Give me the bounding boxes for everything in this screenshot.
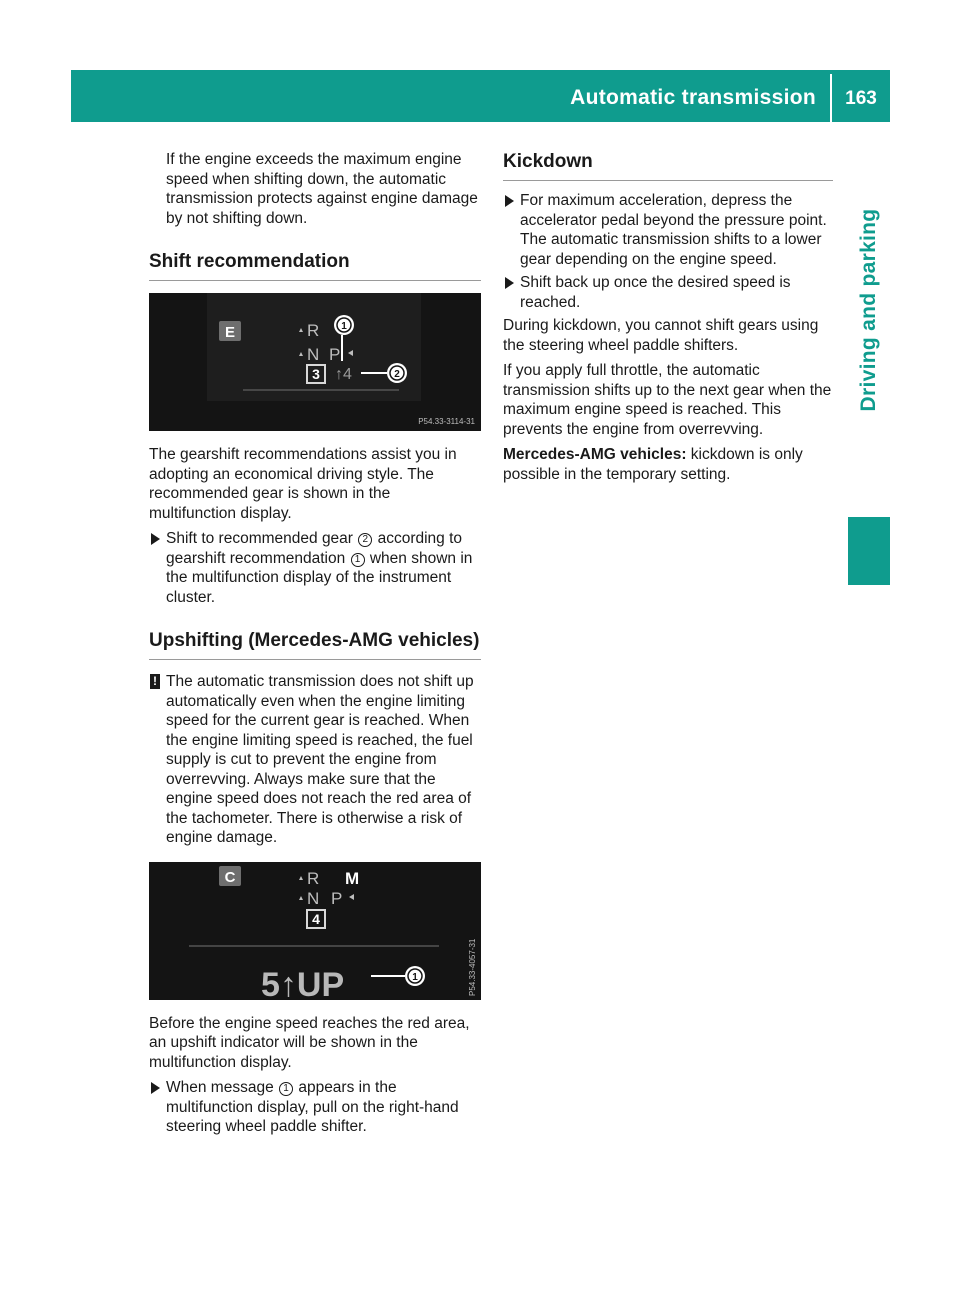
shift-paragraph: The gearshift recommendations assist you in adopting an economical driving style. The recommended gear is shown in the multifunction display. xyxy=(149,446,457,522)
current-gear: 3 xyxy=(312,366,320,382)
shift-step xyxy=(149,529,481,607)
page-header xyxy=(71,70,890,122)
kickdown-step xyxy=(503,273,833,312)
amg-note-text: kickdown is only possible in the temporary setting. xyxy=(503,446,803,483)
gear-r: R xyxy=(307,321,320,340)
gear-m: M xyxy=(345,868,360,888)
upshift-step xyxy=(149,1078,481,1137)
step-text: When message xyxy=(166,1079,274,1096)
full-throttle-paragraph: If you apply full throttle, the automatic transmission shifts up to the next gear when the maximum engine speed is reached. This prevents the engine from overrevving. xyxy=(503,362,832,438)
step-text: Shift back up once the desired speed is reached. xyxy=(520,274,791,311)
chapter-tab-label: Driving and parking xyxy=(857,208,880,412)
marker-1-icon: 1 xyxy=(279,1082,293,1096)
warning-note xyxy=(149,672,481,848)
gear-r: R xyxy=(307,868,320,888)
callout-2-number: 2 xyxy=(394,369,400,380)
upshift-paragraph: Before the engine speed reaches the red area, an upshift indicator will be shown in the multifunction display. xyxy=(149,1014,470,1071)
figure-code: P54.33-4057-31 xyxy=(468,938,477,996)
step-text: appears in the multifunction display, pull on the right-hand steering wheel paddle shifter. xyxy=(166,1079,459,1135)
page-number: 163 xyxy=(845,88,877,109)
kickdown-heading: Kickdown xyxy=(503,150,833,181)
shift-recommendation-heading: Shift recommendation xyxy=(149,250,481,281)
kickdown-paragraph: During kickdown, you cannot shift gears using the steering wheel paddle shifters. xyxy=(503,317,819,354)
step-text: according to gearshift recommendation xyxy=(166,530,463,567)
left-column xyxy=(149,150,481,1141)
upshift-indicator-figure xyxy=(149,862,481,1000)
step-arrow-icon xyxy=(505,277,514,289)
amg-note xyxy=(503,445,833,484)
step-text: when shown in the multifunction display of the instrument cluster. xyxy=(166,549,473,606)
gear-p: P xyxy=(329,345,341,364)
mode-letter: C xyxy=(224,868,236,886)
figure-code: P54.33-3114-31 xyxy=(418,417,475,426)
warning-icon: ! xyxy=(150,674,160,689)
amg-note-label: Mercedes-AMG vehicles: xyxy=(503,446,687,463)
upshifting-heading: Upshifting (Mercedes-AMG vehicles) xyxy=(149,629,481,660)
step-text: Shift to recommended gear xyxy=(166,530,353,547)
right-column xyxy=(503,150,833,490)
warning-text: The automatic transmission does not shift up automatically even when the engine limiting speed for the current gear is reached. When the engine limiting speed is reached, the fuel supply is cut to prevent the engine from overrevving. Always make sure that the engine speed does not reach the red area of the tachometer. There is otherwise a risk of engine damage. xyxy=(166,673,474,846)
marker-2-icon: 2 xyxy=(358,533,372,547)
marker-1-icon: 1 xyxy=(351,553,365,567)
step-arrow-icon xyxy=(151,1082,160,1094)
mode-letter: E xyxy=(224,324,236,341)
upshift-indicator: 5↑UP xyxy=(261,965,345,1000)
step-text: For maximum acceleration, depress the accelerator pedal beyond the pressure point. The automatic transmission shifts to a lower gear depending on the engine speed. xyxy=(520,192,827,268)
kickdown-step xyxy=(503,191,833,269)
step-arrow-icon xyxy=(505,195,514,207)
current-gear: 4 xyxy=(312,910,320,927)
chapter-tab-marker xyxy=(848,517,890,585)
gear-p: P xyxy=(331,888,343,908)
step-arrow-icon xyxy=(151,533,160,545)
intro-paragraph: If the engine exceeds the maximum engine speed when shifting down, the automatic transmission protects against engine damage by not shifting down. xyxy=(166,151,478,227)
gear-n: N xyxy=(307,345,320,364)
callout-1-number: 1 xyxy=(412,971,418,983)
recommended-gear: ↑4 xyxy=(335,366,352,383)
shift-recommendation-figure xyxy=(149,293,481,431)
callout-1-number: 1 xyxy=(341,321,347,332)
gear-n: N xyxy=(307,888,320,908)
section-title: Automatic transmission xyxy=(570,86,816,109)
